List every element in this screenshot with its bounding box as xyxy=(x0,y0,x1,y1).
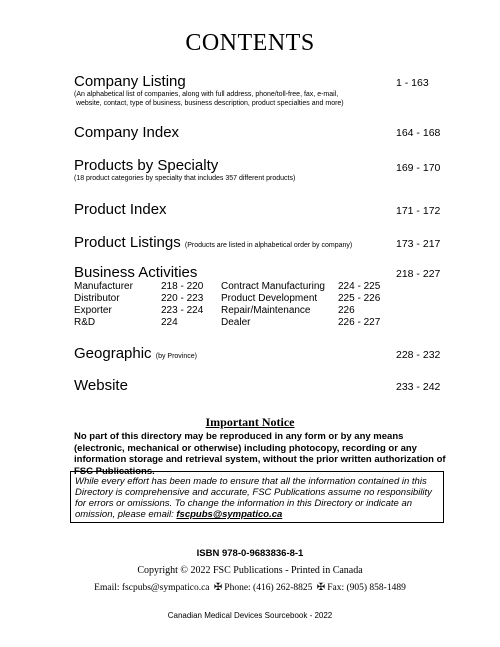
isbn: ISBN 978-0-9683836-8-1 xyxy=(196,548,304,559)
section-geographic-title-row xyxy=(74,345,197,362)
section-product-listings-title-row xyxy=(74,234,352,251)
contact-email: Email: fscpubs@sympatico.ca xyxy=(94,583,210,593)
activity-name: Manufacturer xyxy=(74,281,133,292)
section-products-by-specialty-note: (18 product categories by specialty that includes 357 different products) xyxy=(74,175,296,182)
activity-name: Dealer xyxy=(221,317,251,328)
section-products-by-specialty-pages: 169 - 170 xyxy=(396,162,441,174)
section-business-activities-pages: 218 - 227 xyxy=(396,268,441,280)
contact-line xyxy=(0,582,500,593)
disclaimer-box xyxy=(70,471,444,523)
activity-name: R&D xyxy=(74,317,96,328)
contact-fax: Fax: (905) 858-1489 xyxy=(327,583,406,593)
activity-pages: 226 xyxy=(338,305,355,316)
maltese-cross-icon: ✠ xyxy=(213,582,223,593)
section-geographic-pages: 228 - 232 xyxy=(396,349,441,361)
section-geographic-note: (by Province) xyxy=(155,353,197,360)
section-products-by-specialty-title: Products by Specialty xyxy=(74,157,219,174)
activity-name: Distributor xyxy=(74,293,120,304)
section-company-index-title: Company Index xyxy=(74,124,180,141)
section-website-pages: 233 - 242 xyxy=(396,381,441,393)
disclaimer-email-link[interactable]: fscpubs@sympatico.ca xyxy=(176,509,283,520)
activity-name: Repair/Maintenance xyxy=(221,305,311,316)
section-company-listing-pages: 1 - 163 xyxy=(396,77,429,89)
contact-phone: Phone: (416) 262-8825 xyxy=(224,583,313,593)
section-product-listings-pages: 173 - 217 xyxy=(396,238,441,250)
activity-pages: 226 - 227 xyxy=(338,317,381,328)
disclaimer-text: While every effort has been made to ensure that all the information contained in this Directory is comprehensive and accurate, FSC Publications assume no responsibility for errors or omissions. To change the information in this Directory or indicate an omission, please email: xyxy=(75,476,432,520)
copyright: Copyright © 2022 FSC Publications - Printed in Canada xyxy=(137,565,363,576)
page-title: CONTENTS xyxy=(185,30,315,56)
notice-body: No part of this directory may be reproduced in any form or by any means (electronic, mechanical or otherwise) including photocopy, recording or any information storage and retrieval system, without the prior written authorization of FSC Publications. xyxy=(74,431,446,477)
section-product-index-pages: 171 - 172 xyxy=(396,205,441,217)
section-company-listing-title: Company Listing xyxy=(74,73,186,90)
activity-name: Exporter xyxy=(74,305,112,316)
activity-pages: 220 - 223 xyxy=(161,293,204,304)
section-website-title: Website xyxy=(74,377,128,394)
activity-pages: 224 - 225 xyxy=(338,281,381,292)
section-business-activities-title: Business Activities xyxy=(74,264,198,281)
section-product-index-title: Product Index xyxy=(74,201,167,218)
notice-heading: Important Notice xyxy=(205,415,295,429)
maltese-cross-icon: ✠ xyxy=(316,582,326,593)
section-product-listings-title: Product Listings xyxy=(74,234,181,251)
section-geographic-title: Geographic xyxy=(74,345,152,362)
section-company-listing-note-1: (An alphabetical list of companies, along with full address, phone/toll-free, fax, e-mail, xyxy=(74,91,339,98)
activity-pages: 218 - 220 xyxy=(161,281,204,292)
section-product-listings-note: (Products are listed in alphabetical order by company) xyxy=(184,242,353,249)
activity-pages: 224 xyxy=(161,317,178,328)
section-company-listing-note-2: website, contact, type of business, business description, product specialties and more) xyxy=(74,100,344,107)
activity-name: Product Development xyxy=(221,293,318,304)
activity-name: Contract Manufacturing xyxy=(221,281,325,292)
page-footer: Canadian Medical Devices Sourcebook - 2022 xyxy=(167,611,333,620)
activity-pages: 225 - 226 xyxy=(338,293,381,304)
activity-pages: 223 - 224 xyxy=(161,305,204,316)
section-company-index-pages: 164 - 168 xyxy=(396,127,441,139)
